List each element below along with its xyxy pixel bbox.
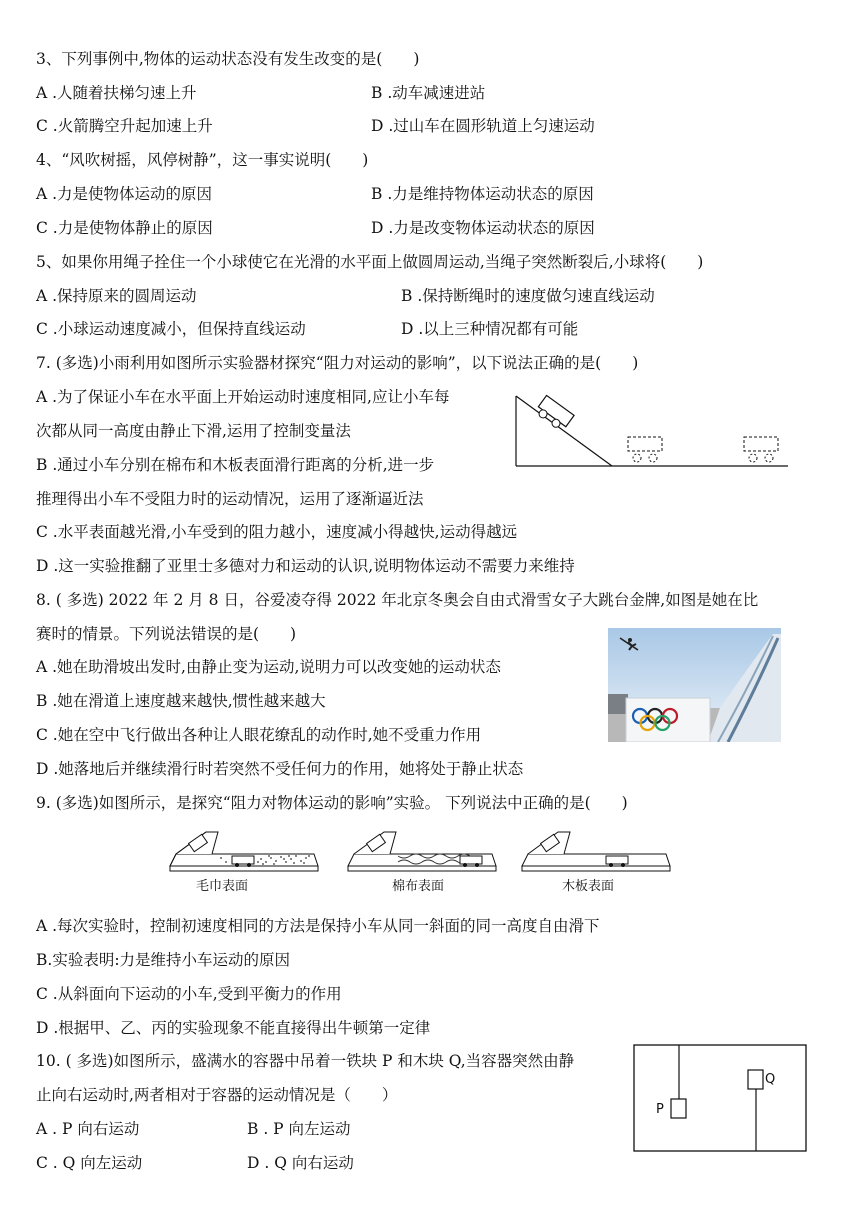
q8-option-c: C .她在空中飞行做出各种让人眼花缭乱的动作时,她不受重力作用 (36, 726, 482, 744)
label-cotton: 棉布表面 (392, 879, 445, 894)
q7-stem: 7. (多选)小雨利用如图所示实验器材探究“阻力对运动的影响”，以下说法正确的是( ) (36, 354, 639, 372)
label-towel: 毛巾表面 (196, 879, 249, 894)
cart-dashed-2 (744, 437, 778, 462)
cart-on-ramp (534, 395, 574, 432)
wood-block-q (748, 1070, 763, 1089)
q9-stem: 9. (多选)如图所示，是探究“阻力对物体运动的影响”实验。 下列说法中正确的是( ) (36, 794, 628, 812)
q10-option-a: A . P 向右运动 (36, 1120, 140, 1138)
label-q: Q (765, 1072, 776, 1087)
label-wood: 木板表面 (562, 879, 615, 894)
q10-stem-line1: 10. ( 多选)如图所示，盛满水的容器中吊着一铁块 P 和木块 Q,当容器突然由静 (36, 1052, 575, 1070)
q3-option-b: B .动车减速进站 (371, 84, 486, 102)
q7-ramp-figure (512, 388, 792, 470)
q4-stem: 4、“风吹树摇，风停树静”，这一事实说明( ) (36, 151, 369, 169)
ski-jump-photo (608, 628, 781, 742)
q7-option-b-line1: B .通过小车分别在棉布和木板表面滑行距离的分析,进一步 (36, 456, 435, 474)
q9-option-c: C .从斜面向下运动的小车,受到平衡力的作用 (36, 985, 342, 1003)
cart-dashed-1 (628, 437, 662, 462)
q9-option-d: D .根据甲、乙、丙的实验现象不能直接得出牛顿第一定律 (36, 1019, 431, 1037)
q9-option-a: A .每次实验时，控制初速度相同的方法是保持小车从同一斜面的同一高度自由滑下 (36, 917, 600, 935)
q9-option-b: B.实验表明:力是维持小车运动的原因 (36, 951, 291, 969)
q10-stem-line2: 止向右运动时,两者相对于容器的运动情况是（ ） (36, 1086, 398, 1104)
cotton-surface-panel (348, 832, 496, 871)
q8-option-d: D .她落地后并继续滑行时若突然不受任何力的作用，她将处于静止状态 (36, 760, 524, 778)
q8-option-a: A .她在助滑坡出发时,由静止变为运动,说明力可以改变她的运动状态 (36, 658, 501, 676)
q9-surfaces-figure (166, 826, 676, 898)
q10-option-b: B . P 向左运动 (247, 1120, 351, 1138)
q5-option-b: B .保持断绳时的速度做匀速直线运动 (401, 287, 655, 305)
q7-option-c: C .水平表面越光滑,小车受到的阻力越小，速度减小得越快,运动得越远 (36, 523, 518, 541)
q7-option-d: D .这一实验推翻了亚里士多德对力和运动的认识,说明物体运动不需要力来维持 (36, 557, 575, 575)
q7-option-a-line1: A .为了保证小车在水平面上开始运动时速度相同,应让小车每 (36, 388, 450, 406)
q7-option-a-line2: 次都从同一高度由静止下滑,运用了控制变量法 (36, 422, 351, 440)
q8-stem-line2: 赛时的情景。下列说法错误的是( ) (36, 625, 297, 643)
q5-option-d: D .以上三种情况都有可能 (401, 320, 579, 338)
q10-option-c: C . Q 向左运动 (36, 1154, 143, 1172)
q10-option-d: D . Q 向右运动 (247, 1154, 354, 1172)
q3-option-a: A .人随着扶梯匀速上升 (36, 84, 197, 102)
q8-option-b: B .她在滑道上速度越来越快,惯性越来越大 (36, 692, 326, 710)
q7-option-b-line2: 推理得出小车不受阻力时的运动情况，运用了逐渐逼近法 (36, 490, 424, 508)
q10-container-figure (632, 1043, 810, 1153)
label-p: P (656, 1102, 664, 1117)
q5-option-a: A .保持原来的圆周运动 (36, 287, 197, 305)
q8-stem-line1: 8. ( 多选) 2022 年 2 月 8 日，谷爱凌夺得 2022 年北京冬奥会自由式滑雪女子大跳台金牌,如图是她在比 (36, 591, 759, 609)
q5-stem: 5、如果你用绳子拴住一个小球使它在光滑的水平面上做圆周运动,当绳子突然断裂后,小球将( ) (36, 253, 704, 271)
iron-block-p (671, 1099, 686, 1118)
q3-option-d: D .过山车在圆形轨道上匀速运动 (371, 117, 595, 135)
q4-option-c: C .力是使物体静止的原因 (36, 219, 213, 237)
q4-option-d: D .力是改变物体运动状态的原因 (371, 219, 595, 237)
towel-surface-panel (170, 832, 318, 871)
q4-option-b: B .力是维持物体运动状态的原因 (371, 185, 594, 203)
q3-option-c: C .火箭腾空升起加速上升 (36, 117, 213, 135)
q4-option-a: A .力是使物体运动的原因 (36, 185, 213, 203)
wood-surface-panel (522, 832, 670, 871)
q3-stem: 3、下列事例中,物体的运动状态没有发生改变的是( ) (36, 50, 420, 68)
q5-option-c: C .小球运动速度减小，但保持直线运动 (36, 320, 306, 338)
